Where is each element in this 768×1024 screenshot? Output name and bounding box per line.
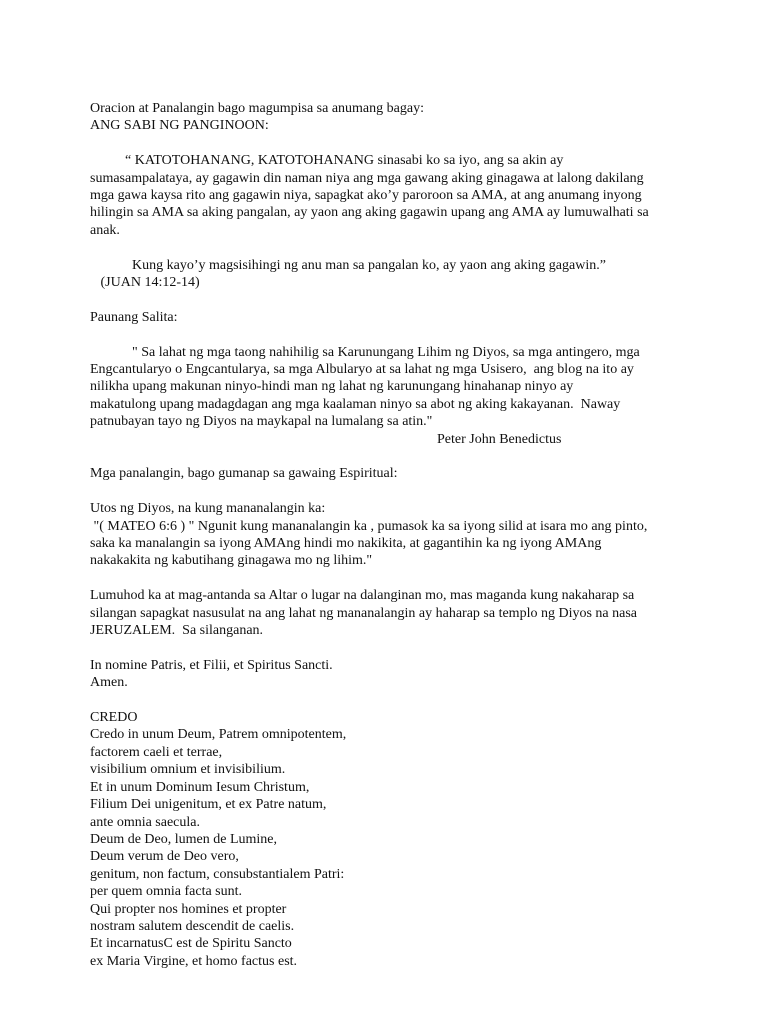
credo-line: Qui propter nos homines et propter [90,901,287,917]
credo-line: visibilium omnium et invisibilium. [90,762,286,778]
document-subheading: ANG SABI NG PANGINOON: [90,118,269,134]
document-body [90,100,730,970]
credo-line: factorem caeli et terrae, [90,744,223,760]
kneel-paragraph [90,587,730,639]
spacer [90,326,730,343]
credo-line: nostram salutem descendit de caelis. [90,918,295,934]
document-heading: Oracion at Panalangin bago magumpisa sa anumang bagay: [90,101,424,116]
preface-line: nilikha upang makunan ninyo-hindi man ng lahat ng karunungang hinahanap ninyo ay [90,379,574,395]
spacer [90,692,730,709]
scripture-citation: (JUAN 14:12-14) [90,275,200,291]
command-title: Utos ng Diyos, na kung mananalangin ka: [90,501,326,517]
command-line: saka ka manalangin sa iyong AMAng hindi mo nakikita, at gagantihin ka ng iyong AMAng [90,536,602,552]
preface-paragraph [90,344,730,431]
credo-line: Filium Dei unigenitum, et ex Patre natum, [90,797,327,813]
verse-line: hilingin sa AMA sa aking pangalan, ay yaon ang aking gagawin upang ang AMA ay lumuwalhati sa [90,205,649,221]
invocation-line: Amen. [90,675,128,691]
kneel-line: JERUZALEM. Sa silanganan. [90,623,264,639]
invocation-line: In nomine Patris, et Filii, et Spiritus Sancti. [90,657,333,673]
credo-line: Deum verum de Deo vero, [90,849,239,865]
preface-line: patnubayan tayo ng Diyos na maykapal na lumalang sa atin." [90,414,433,430]
credo-line: Et incarnatusC est de Spiritu Sancto [90,936,292,952]
spacer [90,291,730,308]
credo-line: Et in unum Dominum Iesum Christum, [90,779,310,795]
verse-line: sumasampalataya, ay gagawin din naman niya ang mga gawang aking ginagawa at lalong dakilang [90,170,644,186]
kneel-line: Lumuhod ka at mag-antanda sa Altar o lugar na dalanginan mo, mas maganda kung nakaharap sa [90,588,635,604]
credo-line: ante omnia saecula. [90,814,201,830]
credo-line: genitum, non factum, consubstantialem Patri: [90,866,345,882]
credo-line: per quem omnia facta sunt. [90,884,243,900]
command-line: nakakakita ng kabutihang ginagawa mo ng lihim." [90,553,373,569]
preface-line: Engcantularyo o Engcantularya, sa mga Albularyo at sa lahat ng mga Usisero, ang blog na ito ay [90,362,634,378]
preface-title: Paunang Salita: [90,309,178,325]
spacer [90,135,730,152]
author-signature: Peter John Benedictus [437,431,562,447]
preface-line: " Sa lahat ng mga taong nahihilig sa Karunungang Lihim ng Diyos, sa mga antingero, mga [90,344,640,360]
preface-line: makatulong upang madagdagan ang mga kaalaman ninyo sa abot ng aking kakayanan. Naway [90,396,621,412]
spacer [90,448,730,465]
command-paragraph [90,518,730,570]
spacer [90,639,730,656]
command-line: "( MATEO 6:6 ) " Ngunit kung mananalangin ka , pumasok ka sa iyong silid at isara mo ang pinto, [90,518,648,534]
verse-line-second: Kung kayo’y magsisihingi ng anu man sa pangalan ko, ay yaon ang aking gagawin.” [90,257,606,273]
credo-text [90,726,730,970]
prayers-title: Mga panalangin, bago gumanap sa gawaing Espiritual: [90,466,398,482]
credo-title: CREDO [90,710,138,726]
spacer [90,483,730,500]
verse-line: anak. [90,222,120,238]
verse-line: “ KATOTOHANANG, KATOTOHANANG sinasabi ko sa iyo, ang sa akin ay [90,153,564,169]
kneel-line: silangan sapagkat nasusulat na ang lahat ng mananalangin ay haharap sa templo ng Diyos na nasa [90,605,637,621]
credo-line: ex Maria Virgine, et homo factus est. [90,953,298,969]
credo-line: Deum de Deo, lumen de Lumine, [90,831,278,847]
verse-line: mga gawa kaysa rito ang gagawin niya, sapagkat ako’y paroroon sa AMA, at ang anumang inyong [90,188,642,204]
spacer [90,239,730,256]
invocation-paragraph [90,657,730,692]
credo-line: Credo in unum Deum, Patrem omnipotentem, [90,727,347,743]
spacer [90,570,730,587]
verse-paragraph [90,152,730,239]
